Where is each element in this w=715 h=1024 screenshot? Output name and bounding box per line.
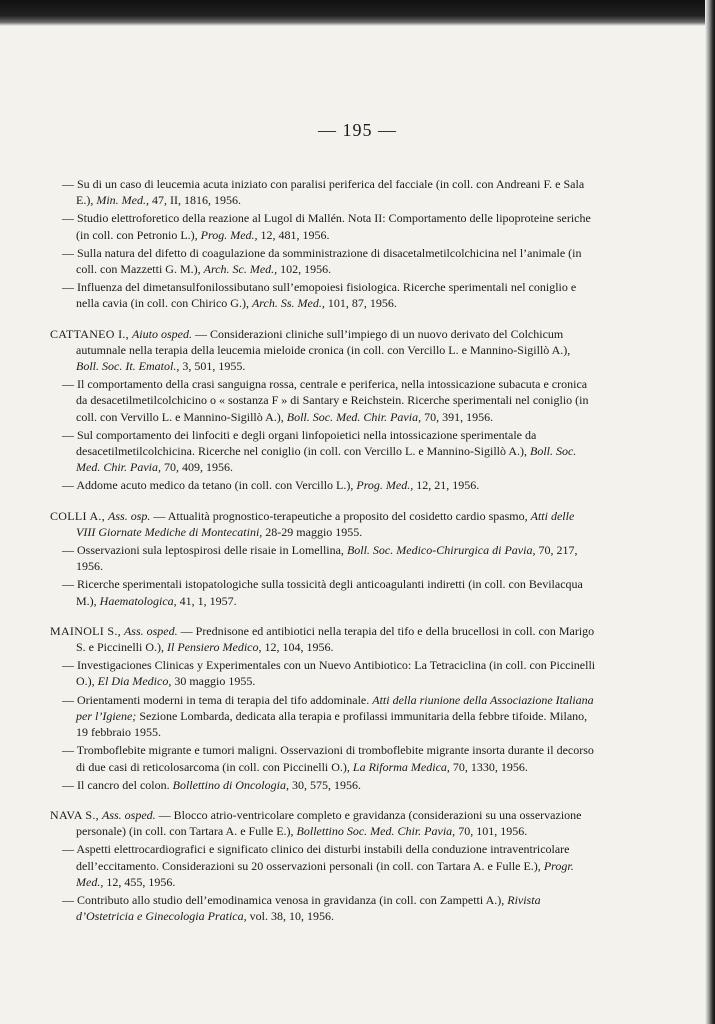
bibliography-entry [50, 841, 596, 890]
journal-title: Boll. Soc. Med. Chir. Pavia, [286, 409, 422, 424]
author-first-entry [50, 508, 596, 540]
bibliography-entry [50, 576, 596, 608]
author-section [50, 508, 596, 609]
author-first-entry [50, 623, 596, 655]
citation-text: — Tromboflebite migrante e tumori maligni. Osservazioni di tromboflebite migrante insorta durante il decorso di due casi di reticolosarcoma (in coll. con Piccinelli O.), [62, 743, 594, 774]
bibliography-entry [50, 279, 596, 311]
scan-right-edge [705, 0, 715, 1024]
citation-text: — Il comportamento della crasi sanguigna rossa, centrale e periferica, nella intossicazione subacuta e cronica da desacetilmetilcolchicino o « sostanza F » di Santary e Reichstein. Ricerche sperimentali nel coniglio (in coll. con Vervillo L. e Mannino-Sigillò A.), [62, 377, 589, 424]
author-name: MAINOLI S., [50, 623, 121, 638]
journal-title: Prog. Med., [200, 227, 258, 242]
citation-reference: 30 maggio 1955. [171, 674, 256, 689]
bibliography-entry [50, 376, 596, 425]
journal-title: Arch. Sc. Med., [203, 262, 278, 277]
citation-text: — Su di un caso di leucemia acuta iniziato con paralisi periferica del facciale (in coll. con Andreani F. e Sala E.), [62, 177, 585, 208]
author-name: NAVA S., [50, 807, 99, 822]
citation-reference: 12, 481, 1956. [257, 227, 330, 242]
citation-text: — Prednisone ed antibiotici nella terapia del tifo e della brucellosi in coll. con Marigo S. e Piccinelli O.), [76, 623, 595, 655]
bibliography-entry [50, 176, 596, 208]
bibliography-entry [50, 245, 596, 277]
citation-text: — Attualità prognostico-terapeutiche a proposito del cosidetto cardio spasmo, [150, 508, 531, 523]
author-name: COLLI A., [50, 508, 106, 523]
citation-reference: 41, 1, 1957. [176, 593, 237, 608]
author-section [50, 176, 596, 312]
bibliography-list [50, 176, 596, 926]
citation-reference: vol. 38, 10, 1956. [246, 909, 334, 924]
scan-top-edge [0, 0, 715, 26]
author-role: Ass. osped. [123, 623, 178, 638]
bibliography-entry [50, 210, 596, 242]
bibliography-entry [50, 477, 596, 493]
journal-title: La Riforma Medica, [352, 759, 450, 774]
author-section [50, 623, 596, 793]
citation-text: — Il cancro del colon. [62, 777, 173, 792]
page-number: — 195 — [318, 120, 397, 140]
journal-title: Rivista d’Ostetricia e Ginecologia Pratica, [76, 892, 541, 924]
citation-reference: 70, 101, 1956. [455, 824, 528, 839]
citation-reference: 12, 21, 1956. [413, 478, 480, 493]
citation-reference: 70, 409, 1956. [161, 460, 233, 475]
citation-reference: 101, 87, 1956. [324, 296, 397, 311]
journal-title: Arch. Ss. Med., [251, 296, 325, 311]
author-first-entry [50, 326, 596, 375]
citation-reference: 70, 217, 1956. [76, 543, 578, 574]
citation-text: — Orientamenti moderni in tema di terapia del tifo addominale. [62, 692, 373, 707]
author-section [50, 807, 596, 924]
bibliography-entry [50, 542, 596, 574]
journal-title: Atti della riunione della Associazione Italiana per l’Igiene; [76, 692, 594, 723]
journal-title: Min. Med., [96, 193, 149, 208]
journal-title: Prog. Med., [356, 478, 414, 493]
journal-title: Haematologica, [99, 593, 177, 608]
bibliography-entry [50, 892, 596, 924]
journal-title: Boll. Soc. Med. Chir. Pavia, [76, 444, 577, 475]
citation-text: — Contributo allo studio dell’emodinamica venosa in gravidanza (in coll. con Zampetti A.), [62, 892, 508, 907]
journal-title: Progr. Med., [76, 858, 574, 889]
citation-text: — Blocco atrio-ventricolare completo e gravidanza (considerazioni su una osservazione personale) (in coll. con Tartara A. e Fulle E.), [76, 807, 582, 839]
citation-reference: 28-29 maggio 1955. [262, 524, 363, 539]
journal-title: Atti delle VIII Giornate Mediche di Montecatini, [76, 508, 575, 539]
author-role: Aiuto osped. [131, 326, 192, 341]
citation-reference: Sezione Lombarda, dedicata alla terapia e profilassi immunitaria della febbre tifoide. Milano, 19 febbraio 1955. [76, 708, 588, 740]
citation-text: — Influenza del dimetansulfonilossibutano sull’emopoiesi fisiologica. Ricerche sperimentali nel coniglio e nella cavia (in coll. con Chirico G.), [62, 280, 577, 311]
citation-reference: 47, II, 1816, 1956. [148, 193, 241, 208]
citation-text: — Sul comportamento dei linfociti e degli organi linfopoietici nella intossicazione sperimentale da desacetilmetilcolchicina. Ricerche nel coniglio (in coll. con Vercillo L. e Mannino-Sigillò A.), [62, 427, 537, 459]
bibliography-entry [50, 692, 596, 741]
author-role: Ass. osp. [108, 508, 151, 523]
author-role: Ass. osped. [101, 807, 156, 822]
citation-text: — Considerazioni cliniche sull’impiego di un nuovo derivato del Colchicum autumnale nella terapia della leucemia mieloide cronica (in coll. con Vercillo L. e Mannino-Sigillò A.), [76, 326, 571, 357]
bibliography-entry [50, 777, 596, 793]
citation-text: — Sulla natura del difetto di coagulazione da somministrazione di disacetalmetilcolchicina nel l’animale (in coll. con Mazzetti G. M.), [62, 245, 582, 277]
journal-title: Boll. Soc. It. Ematol., [76, 359, 180, 374]
bibliography-entry [50, 742, 596, 774]
journal-title: Boll. Soc. Medico-Chirurgica di Pavia, [346, 543, 536, 558]
citation-text: — Ricerche sperimentali istopatologiche sulla tossicità degli anticoagulanti indiretti (in coll. con Bevilacqua M.), [62, 577, 583, 608]
bibliography-entry [50, 657, 596, 689]
citation-text: — Addome acuto medico da tetano (in coll. con Vercillo L.), [62, 478, 357, 493]
citation-text: — Investigaciones Clinicas y Experimentales con un Nuevo Antibiotico: La Tetraciclina (in coll. con Piccinelli O.), [62, 658, 596, 689]
citation-reference: 3, 501, 1955. [179, 359, 246, 374]
citation-reference: 70, 391, 1956. [421, 409, 494, 424]
journal-title: Il Pensiero Medico, [166, 640, 262, 655]
journal-title: Bollettino di Oncologia, [172, 777, 289, 792]
citation-reference: 30, 575, 1956. [288, 777, 361, 792]
citation-text: — Aspetti elettrocardiografici e significato clinico dei disturbi instabili della conduzione intraventricolare dell’eccitamento. Considerazioni su 20 osservazioni personali (in coll. con Tartara A. e Fulle E.), [62, 842, 570, 873]
journal-title: Bollettino Soc. Med. Chir. Pavia, [296, 824, 456, 839]
citation-reference: 70, 1330, 1956. [449, 759, 528, 774]
citation-text: — Studio elettroforetico della reazione al Lugol di Mallén. Nota II: Comportamento delle lipoproteine seriche (in coll. con Petronio L.), [62, 211, 591, 242]
author-name: CATTANEO I., [50, 326, 129, 341]
bibliography-entry [50, 427, 596, 476]
citation-text: — Osservazioni sula leptospirosi delle risaie in Lomellina, [62, 543, 347, 558]
citation-reference: 12, 455, 1956. [103, 874, 176, 889]
citation-reference: 12, 104, 1956. [261, 640, 334, 655]
journal-title: El Dia Medico, [97, 674, 172, 689]
author-first-entry [50, 807, 596, 839]
citation-reference: 102, 1956. [277, 262, 332, 277]
author-section [50, 326, 596, 494]
